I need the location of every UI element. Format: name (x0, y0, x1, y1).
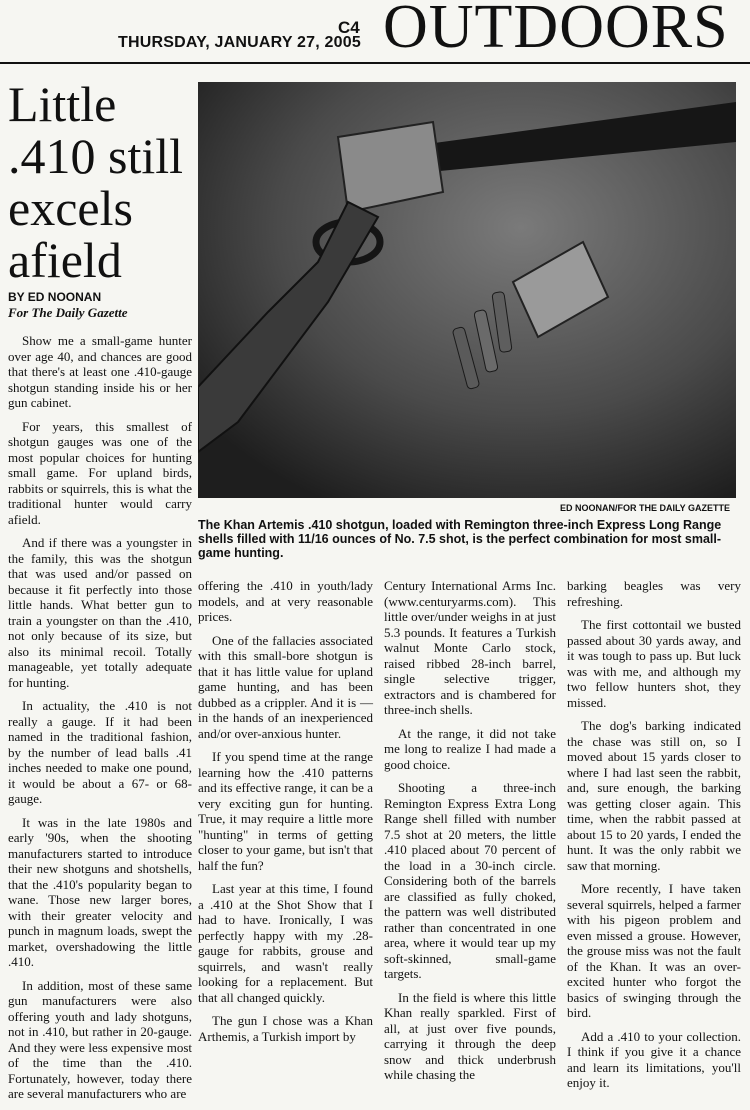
section-title: OUTDOORS (383, 0, 729, 61)
paragraph: In addition, most of these same gun manufacturers were also offering youth and lady shotguns, not in .410, but rather in 20-gauge. And they were less expensive most of the time than the .410. Fortunately, however, today there are several manufacturers who are (8, 977, 192, 1101)
paragraph: If you spend time at the range learning how the .410 patterns and its effective range, it can be a very exciting gun for hunting. True, it may require a little more "hunting" in terms of getting closer to your game, but isn't that half the fun? (198, 749, 373, 873)
photo-credit: ED NOONAN/FOR THE DAILY GAZETTE (560, 503, 731, 513)
paragraph: One of the fallacies associated with this small-bore shotgun is that it has little value for upland game hunting, and has been dubbed as a crippler. And it is — in the hands of an inexperienced and/or over-anxious hunter. (198, 632, 373, 741)
photo-caption: The Khan Artemis .410 shotgun, loaded with Remington three-inch Express Long Range shells filled with 11/16 ounces of No. 7.5 shot, is the perfect combination for most small-game hunting. (198, 518, 722, 560)
paragraph: The gun I chose was a Khan Arthemis, a Turkish import by (198, 1013, 373, 1044)
paragraph: The dog's barking indicated the chase was still on, so I moved about 15 yards closer to where I had last seen the rabbit, and, sure enough, the barking was getting closer again. This time, when the rabbit passed at about 15 to 20 yards, I ended the hunt. It was the only rabbit we saw that morning. (567, 718, 741, 873)
byline-affiliation: For The Daily Gazette (8, 305, 128, 320)
paragraph: More recently, I have taken several squirrels, helped a farmer with his pigeon problem and even missed a grouse. However, the grouse miss was not the fault of the Khan. It was an over-excited hunter who forgot the basics of swinging through the bird. (567, 881, 741, 1020)
masthead (0, 0, 750, 62)
page-number: C4 (338, 18, 360, 37)
shotgun-photo (198, 82, 736, 498)
issue-date: THURSDAY, JANUARY 27, 2005 (118, 34, 361, 51)
paragraph: Century International Arms Inc. (www.centuryarms.com). This little over/under weighs in at just 5.3 pounds. It features a Turkish walnut Monte Carlo stock, raised ribbed 28-inch barrel, single selective trigger, extractors and is chambered for three-inch shells. (384, 578, 556, 717)
paragraph: Add a .410 to your collection. I think if you give it a chance and learn its limitations, you'll enjoy it. (567, 1028, 741, 1090)
article-column-3 (384, 578, 556, 1091)
paragraph: For years, this smallest of shotgun gauges was one of the most popular choices for hunting small game. For upland birds, rabbits or squirrels, this is what the traditional hunter would carry afield. (8, 418, 192, 527)
paragraph: Show me a small-game hunter over age 40, and chances are good that there's at least one .410-gauge shotgun standing inside his or her gun cabinet. (8, 333, 192, 410)
paragraph: barking beagles was very refreshing. (567, 578, 741, 609)
paragraph: Last year at this time, I found a .410 at the Shot Show that I had to have. Ironically, I was perfectly happy with my .28-gauge for rabbits, grouse and squirrels, and wasn't really looking for a replacement. But that all changed quickly. (198, 881, 373, 1005)
shotgun-photo-illustration (198, 82, 736, 498)
paragraph: In actuality, the .410 is not really a gauge. If it had been named in the traditional fashion, by the number of lead balls .41 inches needed to make one pound, it would be about a 67- or 68-gauge. (8, 698, 192, 806)
article-column-2 (198, 578, 373, 1052)
paragraph: It was in the late 1980s and early '90s, when the shooting manufacturers started to introduce their new shotguns and shotshells, that the .410's popularity began to wane. Those new larger bores, with their greater velocity and punch in magnum loads, swept the market, overshadowing the little .410. (8, 814, 192, 969)
paragraph: In the field is where this little Khan really sparkled. First of all, at just over five pounds, carrying it through the deep snow and thick underbrush while chasing the (384, 989, 556, 1082)
byline: BY ED NOONAN (8, 290, 102, 304)
paragraph: offering the .410 in youth/lady models, and at very reasonable prices. (198, 578, 373, 624)
paragraph: Shooting a three-inch Remington Express Extra Long Range shell filled with number 7.5 shot at 20 meters, the little .410 placed about 70 percent of the load in a 30-inch circle. Considering both of the barrels are classified as fully choked, the pattern was well distributed rather than concentrated in one area, where it would tear up my soft-skinned, small-game targets. (384, 780, 556, 981)
article-column-4 (567, 578, 741, 1099)
paragraph: At the range, it did not take me long to realize I had made a good choice. (384, 725, 556, 772)
masthead-rule (0, 62, 750, 64)
headline: Little .410 still excels afield (8, 76, 184, 288)
article-column-1 (8, 333, 192, 1110)
paragraph: And if there was a youngster in the family, this was the shotgun that was used and/or passed on because it fit perfectly into those little hands. What better gun to train a youngster on than the .410, not only because of its size, but also its minimal recoil. Totally manageable, yet totally adequate for hunting. (8, 535, 192, 690)
paragraph: The first cottontail we busted passed about 30 yards away, and it was tough to pass up. But luck was with me, and although my two fellow hunters shot, they missed. (567, 617, 741, 710)
